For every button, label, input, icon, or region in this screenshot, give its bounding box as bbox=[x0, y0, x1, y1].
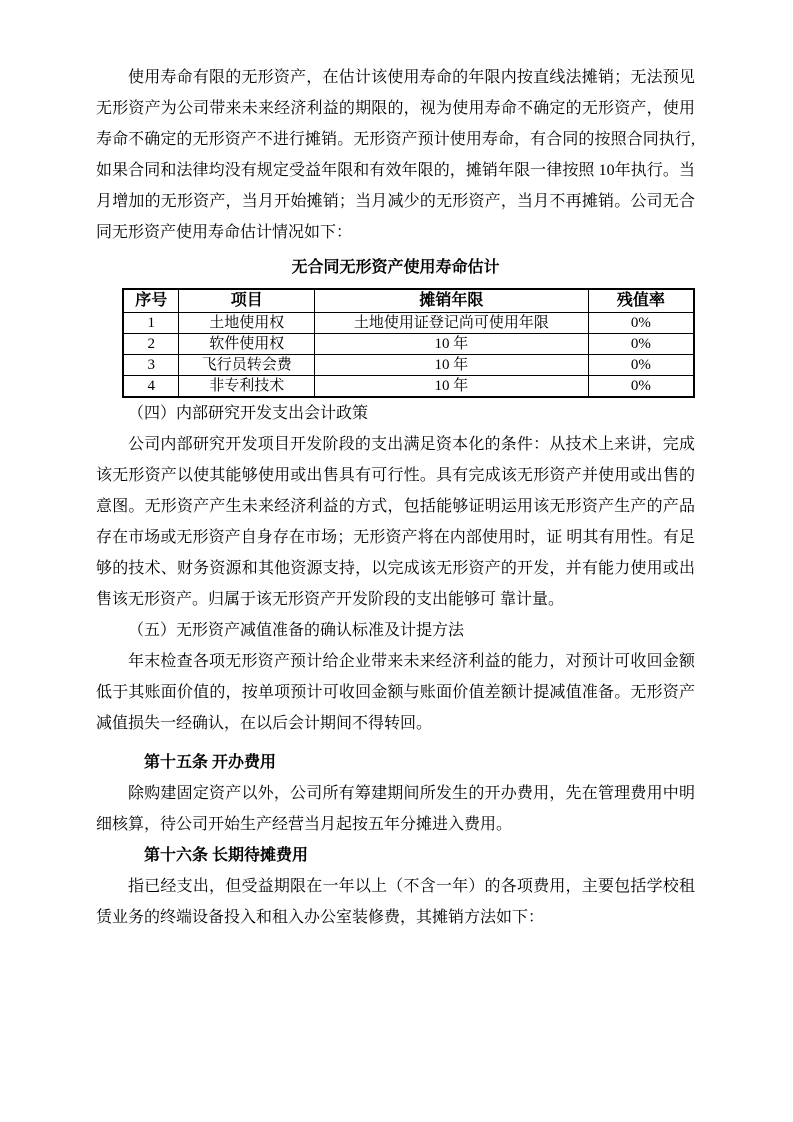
section-5-heading: （五）无形资产减值准备的确认标准及计提方法 bbox=[128, 622, 465, 639]
table-cell: 0% bbox=[588, 376, 694, 398]
table-cell: 1 bbox=[123, 313, 179, 334]
paragraph-long-term-deferred-expenses: 指已经支出，但受益期限在一年以上（不含一年）的各项费用，主要包括学校租赁业务的终端设备投入和租入办公室装修费，其摊销方法如下： bbox=[96, 878, 695, 926]
table-cell: 土地使用权 bbox=[179, 313, 315, 334]
table-header-cell-residual-rate: 残值率 bbox=[588, 289, 694, 313]
table-cell: 4 bbox=[123, 376, 179, 398]
section-4-heading: （四）内部研究开发支出会计政策 bbox=[128, 405, 369, 422]
paragraph-rd-capitalization: 公司内部研究开发项目开发阶段的支出满足资本化的条件：从技术上来讲，完成该无形资产以使其能够使用或出售具有可行性。具有完成该无形资产并使用或出售的意图。无形资产产生未来经济利益的方式，包括能够证明运用该无形资产生产的产品存在市场或无形资产自身存在市场；无形资产将在内部使用时，证 明其有用性。有足够的技术、财务资源和其他资源支持，以完成该无形资产的开发，并有能力使用或出售该无形资产。归属于该无形资产开发阶段的支出能够可 靠计量。 bbox=[96, 436, 695, 608]
table-header-cell-amortization-period: 摊销年限 bbox=[315, 289, 588, 313]
table-cell: 10 年 bbox=[315, 355, 588, 376]
table-cell: 2 bbox=[123, 334, 179, 355]
paragraph-impairment-provision: 年末检查各项无形资产预计给企业带来未来经济利益的能力，对预计可收回金额低于其账面价值的，按单项预计可收回金额与账面价值差额计提减值准备。无形资产减值损失一经确认，在以后会计期间不得转回。 bbox=[96, 653, 695, 732]
table-row bbox=[123, 313, 694, 334]
table-header-cell-item: 项目 bbox=[179, 289, 315, 313]
table-title: 无合同无形资产使用寿命估计 bbox=[291, 259, 500, 276]
table-cell: 飞行员转会费 bbox=[179, 355, 315, 376]
table-cell: 10 年 bbox=[315, 376, 588, 398]
table-cell: 0% bbox=[588, 334, 694, 355]
table-row bbox=[123, 334, 694, 355]
table-header-row bbox=[123, 289, 694, 313]
table-cell: 土地使用证登记尚可使用年限 bbox=[315, 313, 588, 334]
table-cell: 3 bbox=[123, 355, 179, 376]
useful-life-estimate-table bbox=[122, 288, 695, 398]
table-cell: 软件使用权 bbox=[179, 334, 315, 355]
table-row bbox=[123, 376, 694, 398]
table-cell: 10 年 bbox=[315, 334, 588, 355]
article-15-heading: 第十五条 开办费用 bbox=[144, 754, 277, 771]
table-row bbox=[123, 355, 694, 376]
table-header-cell-seq: 序号 bbox=[123, 289, 179, 313]
paragraph-intangible-amortization: 使用寿命有限的无形资产，在估计该使用寿命的年限内按直线法摊销；无法预见无形资产为公司带来未来经济利益的期限的，视为使用寿命不确定的无形资产，使用寿命不确定的无形资产不进行摊销。无形资产预计使用寿命，有合同的按照合同执行,如果合同和法律均没有规定受益年限和有效年限的，摊销年限一律按照 10年执行。当月增加的无形资产，当月开始摊销；当月减少的无形资产，当月不再摊销。公司无合同无形资产使用寿命估计情况如下： bbox=[96, 69, 695, 241]
table-cell: 0% bbox=[588, 355, 694, 376]
article-16-heading: 第十六条 长期待摊费用 bbox=[144, 847, 309, 864]
table-cell: 0% bbox=[588, 313, 694, 334]
table-cell: 非专利技术 bbox=[179, 376, 315, 398]
paragraph-startup-costs: 除购建固定资产以外，公司所有筹建期间所发生的开办费用，先在管理费用中明细核算，待公司开始生产经营当月起按五年分摊进入费用。 bbox=[96, 785, 695, 833]
